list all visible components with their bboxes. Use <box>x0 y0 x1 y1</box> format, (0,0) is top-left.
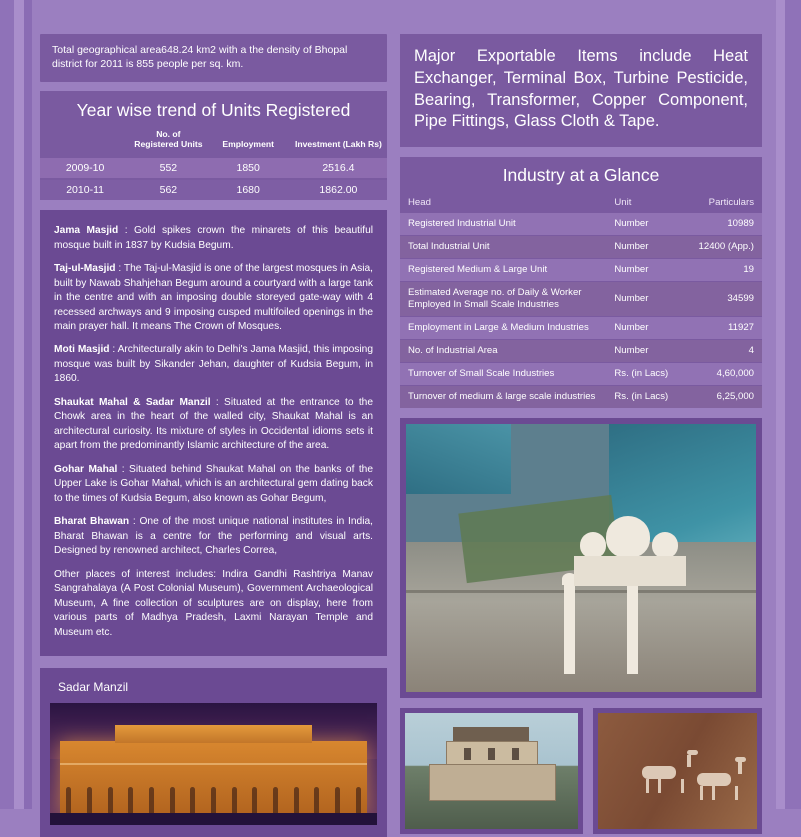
units-cell-employment: 1850 <box>207 157 290 179</box>
table-row <box>400 339 762 362</box>
rock-figure-leg <box>700 786 703 800</box>
palace-arches <box>66 773 360 813</box>
glance-cell-particulars: 12400 (App.) <box>686 236 762 259</box>
rock-figure-head <box>735 757 746 762</box>
paragraph-gohar-mahal <box>54 463 373 506</box>
minaret-left <box>564 582 575 674</box>
units-col-header-0 <box>40 128 130 157</box>
rock-figure-leg <box>658 779 661 793</box>
palace-lower-floor <box>429 764 555 801</box>
glance-cell-particulars: 19 <box>686 259 762 282</box>
units-col-header-2: Employment <box>222 139 274 150</box>
rock-art-photo-card <box>593 708 762 834</box>
rock-figure-neck <box>687 755 691 767</box>
paragraph-body: : Situated at the entrance to the Chowk area in the heart of the walled city, Shaukat Mahal is an architectural curiosity. Its mixture of styles in Occidental idioms sets it apart from the predominantly Islamic architecture of the area. <box>54 396 374 452</box>
table-row <box>40 179 387 200</box>
glance-cell-unit: Number <box>606 316 686 339</box>
paragraph-lead: Jama Masjid <box>54 225 119 237</box>
glance-cell-particulars: 4,60,000 <box>686 362 762 385</box>
table-row <box>400 316 762 339</box>
glance-cell-head: Registered Medium & Large Unit <box>400 259 606 282</box>
geographical-area-box <box>40 34 387 82</box>
paragraph-other-places <box>54 568 373 640</box>
glance-cell-unit: Number <box>606 259 686 282</box>
rock-figure-neck <box>738 762 742 774</box>
paragraph-bharat-bhawan <box>54 515 373 558</box>
glance-cell-particulars: 10989 <box>686 213 762 236</box>
units-cell-investment: 2516.4 <box>290 157 387 179</box>
units-cell-registered: 552 <box>130 157 206 179</box>
glance-cell-unit: Number <box>606 236 686 259</box>
palace-roof <box>453 727 529 741</box>
paragraph-lead: Bharat Bhawan <box>54 516 130 528</box>
aerial-photo-card <box>400 418 762 698</box>
taj-ul-masjid-building <box>574 504 694 596</box>
table-row <box>400 362 762 385</box>
paragraph-body: : Gold spikes crown the minarets of this beautiful mosque built in 1837 by Kudsia Begum. <box>54 225 373 251</box>
sadar-manzil-photo-card <box>40 668 387 837</box>
exportable-items-text: Major Exportable Items include Heat Exchanger, Terminal Box, Turbine Pesticide, Bearing, Transformer, Copper Component, Pipe Fittings, Glass Cloth & Tape. <box>414 47 748 131</box>
glance-col-header-unit: Unit <box>606 193 686 213</box>
paragraph-body: : The Taj-ul-Masjid is one of the largest mosques in Asia, built by Nawab Shahjehan Begum around a courtyard with a large tank in the centre and with an imposing double storeyed gate-way with 4 recessed archways and 9 imposing cusped multifoiled openings in the main prayer hall. It means The Crown of Mosques. <box>54 263 373 332</box>
rock-figure-leg <box>646 779 649 793</box>
left-column <box>40 34 387 837</box>
paragraph-body: : Architecturally akin to Delhi's Jama Masjid, this imposing mosque was built by Sikander Jehan, daughter of Kudsia Begum, in 1860. <box>54 344 373 385</box>
table-row <box>400 385 762 407</box>
table-row <box>400 259 762 282</box>
rock-painting-image <box>598 713 757 829</box>
units-col-header-3: Investment (Lakh Rs) <box>294 139 382 150</box>
glance-col-header-particulars: Particulars <box>686 193 762 213</box>
units-table-title: Year wise trend of Units Registered <box>76 100 351 121</box>
palace-photo-card <box>400 708 583 834</box>
paragraph-body: : One of the most unique national institutes in India, Bharat Bhawan is a centre for the performing and visual arts. Designed by renowned architect, Charles Correa, <box>54 516 373 557</box>
rock-figure-leg <box>712 786 715 800</box>
units-cell-year: 2009-10 <box>40 157 130 179</box>
units-cell-investment: 1862.00 <box>290 179 387 200</box>
paragraph-lead: Taj-ul-Masjid <box>54 263 116 275</box>
glance-cell-unit: Number <box>606 282 686 317</box>
exportable-items-box <box>400 34 762 147</box>
glance-cell-head: Turnover of Small Scale Industries <box>400 362 606 385</box>
glance-cell-unit: Number <box>606 339 686 362</box>
glance-cell-unit: Rs. (in Lacs) <box>606 385 686 407</box>
sadar-manzil-caption: Sadar Manzil <box>58 680 129 695</box>
units-registered-table <box>40 128 387 200</box>
rock-figure-leg <box>681 779 684 793</box>
paragraph-body: Other places of interest includes: Indira Gandhi Rashtriya Manav Sangrahalaya (A Post Colonial Museum), Government Archaeological Museum, A fine collection of sculptures are on display, here from various parts of Madhya Pradesh, Laxmi Narayan Temple and Museum etc. <box>54 568 373 638</box>
units-registered-card <box>40 91 387 200</box>
glance-cell-head: Total Industrial Unit <box>400 236 606 259</box>
heritage-palace-image <box>405 713 578 829</box>
table-row <box>400 282 762 317</box>
palace-window <box>464 748 471 760</box>
foreground-ground <box>50 813 377 825</box>
glance-header-row <box>400 193 762 213</box>
glance-cell-unit: Rs. (in Lacs) <box>606 362 686 385</box>
glance-cell-particulars: 34599 <box>686 282 762 317</box>
glance-cell-particulars: 6,25,000 <box>686 385 762 407</box>
geographical-area-text: Total geographical area648.24 km2 with a the density of Bhopal district for 2011 is 855 people per sq. km. <box>52 44 348 71</box>
rock-figure-leg <box>735 786 738 800</box>
units-cell-year: 2010-11 <box>40 179 130 200</box>
sadar-manzil-image <box>50 703 377 825</box>
aerial-city-image <box>406 424 756 692</box>
dome-small-right <box>652 532 678 558</box>
units-table-header-row <box>40 128 387 157</box>
palace-window <box>512 748 519 760</box>
paragraph-body: : Situated behind Shaukat Mahal on the banks of the Upper Lake is Gohar Mahal, which is an architectural gem dating back to the times of Kudsia Begum, also known as Gohar Begum, <box>54 463 374 504</box>
table-row <box>400 213 762 236</box>
industry-at-a-glance-card <box>400 157 762 408</box>
industry-glance-title: Industry at a Glance <box>502 165 660 186</box>
paragraph-lead: Gohar Mahal <box>54 463 118 475</box>
glance-cell-head: Turnover of medium & large scale industries <box>400 385 606 407</box>
paragraph-lead: Shaukat Mahal & Sadar Manzil <box>54 396 211 408</box>
rock-figure-head <box>687 750 698 755</box>
glance-cell-particulars: 4 <box>686 339 762 362</box>
paragraph-shaukat-mahal <box>54 396 373 454</box>
glance-col-header-head: Head <box>400 193 606 213</box>
bottom-photo-row <box>400 708 762 834</box>
rock-figure-body <box>697 773 731 786</box>
glance-cell-particulars: 11927 <box>686 316 762 339</box>
right-column <box>400 34 762 834</box>
lake-upper-left <box>406 424 511 494</box>
units-col-header-1: No. of Registered Units <box>134 129 203 150</box>
paragraph-lead: Moti Masjid <box>54 344 110 356</box>
rock-figure-body <box>642 766 676 779</box>
glance-cell-head: Estimated Average no. of Daily & Worker Employed In Small Scale Industries <box>400 282 606 317</box>
glance-cell-head: Employment in Large & Medium Industries <box>400 316 606 339</box>
paragraph-moti-masjid <box>54 343 373 386</box>
dome-small-left <box>580 532 606 558</box>
glance-cell-head: Registered Industrial Unit <box>400 213 606 236</box>
monuments-description-panel <box>40 210 387 656</box>
industry-glance-table <box>400 193 762 408</box>
glance-cell-head: No. of Industrial Area <box>400 339 606 362</box>
table-row <box>40 157 387 179</box>
glance-cell-unit: Number <box>606 213 686 236</box>
palace-window <box>488 748 495 760</box>
table-row <box>400 236 762 259</box>
units-cell-employment: 1680 <box>207 179 290 200</box>
dome-main <box>606 516 650 558</box>
mosque-base <box>574 556 686 586</box>
paragraph-taj-ul-masjid <box>54 262 373 334</box>
units-cell-registered: 562 <box>130 179 206 200</box>
paragraph-jama-masjid <box>54 224 373 253</box>
